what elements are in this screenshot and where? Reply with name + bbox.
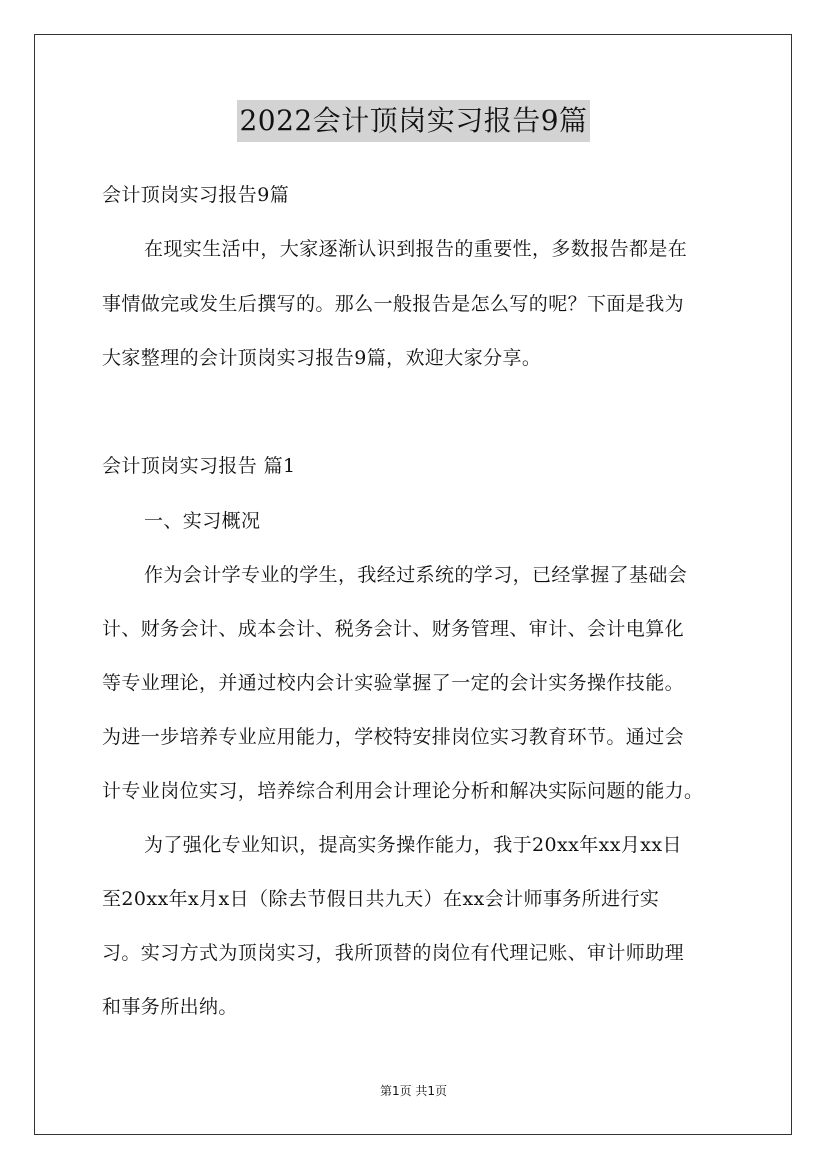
page-number-footer: 第1页 共1页 [379,1084,448,1098]
paragraph1-line-3: 等专业理论，并通过校内会计实验掌握了一定的会计实务操作技能。 [102,672,685,694]
paragraph1-line-4: 为进一步培养专业应用能力，学校特安排岗位实习教育环节。通过会 [102,726,685,748]
title-container [0,100,827,142]
intro-line-2: 事情做完或发生后撰写的。那么一般报告是怎么写的呢？下面是我为 [102,293,685,315]
paragraph1-line-5: 计专业岗位实习，培养综合利用会计理论分析和解决实际问题的能力。 [102,780,704,802]
intro-line-3: 大家整理的会计顶岗实习报告9篇，欢迎大家分享。 [102,347,542,369]
paragraph2-line-2: 至20xx年x月x日（除去节假日共九天）在xx会计师事务所进行实 [102,888,660,910]
paragraph2-line-3: 习。实习方式为顶岗实习，我所顶替的岗位有代理记账、审计师助理 [102,942,685,964]
paragraph2-line-1: 为了强化专业知识，提高实务操作能力，我于20xx年xx月xx日 [144,834,682,856]
subsection-heading: 一、实习概况 [144,510,261,532]
document-title: 2022会计顶岗实习报告9篇 [237,100,589,142]
section-heading: 会计顶岗实习报告 篇1 [102,455,296,477]
paragraph1-line-2: 计、财务会计、成本会计、税务会计、财务管理、审计、会计电算化 [102,618,685,640]
subtitle: 会计顶岗实习报告9篇 [102,184,290,206]
intro-line-1: 在现实生活中，大家逐渐认识到报告的重要性，多数报告都是在 [144,238,688,260]
paragraph1-line-1: 作为会计学专业的学生，我经过系统的学习，已经掌握了基础会 [144,564,688,586]
paragraph2-line-4: 和事务所出纳。 [102,996,238,1018]
